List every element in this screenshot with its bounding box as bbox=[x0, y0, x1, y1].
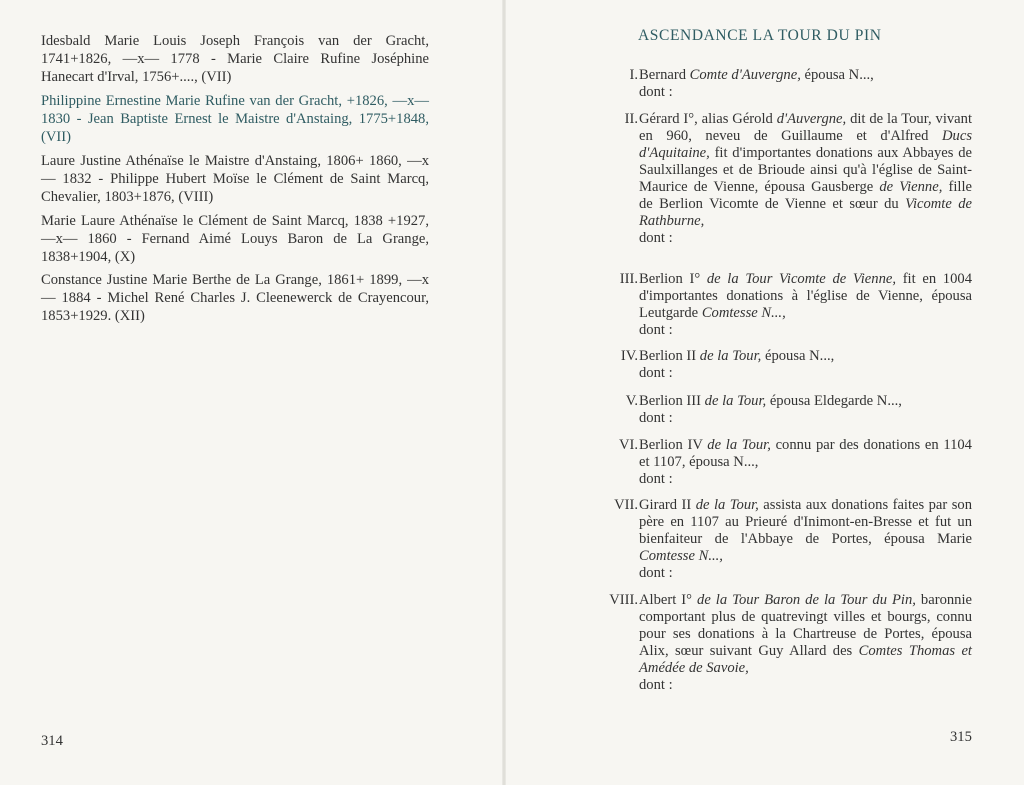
text-segment: Vicomte de Rathburne, bbox=[639, 196, 973, 229]
generation-number: III. bbox=[619, 271, 638, 287]
text-segment: de la Tour, bbox=[695, 497, 759, 513]
text-segment: de la Tour, bbox=[704, 393, 767, 409]
dont-label: dont : bbox=[639, 410, 673, 426]
dont-label: dont : bbox=[639, 230, 673, 246]
lineage-text bbox=[639, 67, 972, 101]
dont-label: dont : bbox=[639, 84, 673, 100]
text-segment: Ducs d'Aquitaine, bbox=[639, 128, 972, 161]
text-segment: Comtes Thomas et Amédée de Savoie, bbox=[639, 643, 972, 676]
text-segment: assista aux donations faites par son père en 1107 au Prieuré d'Inimont-en-Bresse et fut un bienfaiteur de l'Abbaye de Portes, épousa Marie bbox=[639, 497, 972, 547]
genealogy-entry: Laure Justine Athénaïse le Maistre d'Anstaing, 1806+ 1860, —x— 1832 - Philippe Hubert Moïse le Clément de Saint Marcq, Chevalier, 1803+1876, (VIII) bbox=[41, 153, 429, 205]
text-segment: Comtesse N..., bbox=[701, 305, 786, 321]
text-segment: Berlion II bbox=[639, 348, 700, 364]
text-segment: fille de Berlion Vicomte de Vienne et sœur du bbox=[639, 179, 972, 212]
lineage-text bbox=[639, 111, 972, 247]
dont-label: dont : bbox=[639, 677, 673, 693]
text-segment: épousa N..., bbox=[761, 348, 835, 364]
text-segment: Girard II bbox=[639, 497, 696, 513]
generation-number: VII. bbox=[614, 497, 638, 513]
lineage-text bbox=[639, 393, 972, 427]
text-segment: Comte d'Auvergne, bbox=[689, 67, 801, 83]
text-segment: Berlion IV bbox=[639, 437, 708, 453]
genealogy-entry: Idesbald Marie Louis Joseph François van der Gracht, 1741+1826, —x— 1778 - Marie Claire Rufine Joséphine Hanecart d'Irval, 1756+...., (VII) bbox=[41, 33, 429, 85]
generation-number: I. bbox=[629, 67, 638, 83]
text-segment: de la Tour, bbox=[707, 437, 771, 453]
text-segment: de la Tour Baron de la Tour du Pin, bbox=[697, 592, 916, 608]
text-segment: Gérard I°, alias Gérold bbox=[639, 111, 777, 127]
lineage-text bbox=[639, 497, 972, 582]
text-segment: dit de la Tour, vivant en 960, neveu de Guillaume et d'Alfred bbox=[639, 111, 972, 144]
dont-label: dont : bbox=[639, 365, 673, 381]
generation-number: II. bbox=[624, 111, 638, 127]
lineage-text bbox=[639, 271, 972, 339]
text-segment: Comtesse N..., bbox=[639, 548, 723, 564]
dont-label: dont : bbox=[639, 565, 673, 581]
genealogy-entry: Constance Justine Marie Berthe de La Grange, 1861+ 1899, —x— 1884 - Michel René Charles J. Cleenewerck de Crayencour, 1853+1929. (XII) bbox=[41, 272, 429, 324]
text-segment: Berlion III bbox=[639, 393, 705, 409]
text-segment: de la Tour, bbox=[699, 348, 762, 364]
text-segment: fit d'importantes donations aux Abbayes de Saulxillanges et de Brioude ainsi qu'à l'église de Saint-Maurice de Vienne, épousa Gausberge bbox=[639, 145, 972, 195]
genealogy-entry: Philippine Ernestine Marie Rufine van der Gracht, +1826, —x— 1830 - Jean Baptiste Ernest le Maistre d'Anstaing, 1775+1848, (VII) bbox=[41, 93, 429, 145]
lineage-text bbox=[639, 348, 972, 382]
generation-number: IV. bbox=[620, 348, 638, 364]
generation-number: VI. bbox=[618, 437, 638, 453]
text-segment: connu par des donations en 1104 et 1107, épousa N..., bbox=[639, 437, 972, 470]
text-segment: d'Auvergne, bbox=[776, 111, 847, 127]
dont-label: dont : bbox=[639, 471, 673, 487]
text-segment: Bernard bbox=[639, 67, 690, 83]
left-page bbox=[0, 0, 505, 785]
page-title: ASCENDANCE LA TOUR DU PIN bbox=[638, 27, 882, 44]
lineage-text bbox=[639, 437, 972, 488]
text-segment: fit en 1004 d'importantes donations à l'église de Vienne, épousa Leutgarde bbox=[639, 271, 972, 321]
genealogy-entry: Marie Laure Athénaïse le Clément de Saint Marcq, 1838 +1927, —x— 1860 - Fernand Aimé Louys Baron de La Grange, 1838+1904, (X) bbox=[41, 213, 429, 265]
page-number: 314 bbox=[41, 733, 63, 749]
text-segment: épousa Eldegarde N..., bbox=[766, 393, 902, 409]
generation-number: V. bbox=[625, 393, 638, 409]
text-segment: Berlion I° bbox=[639, 271, 707, 287]
text-segment: de la Tour Vicomte de Vienne, bbox=[706, 271, 897, 287]
text-segment: épousa N..., bbox=[800, 67, 874, 83]
text-segment: Albert I° bbox=[639, 592, 698, 608]
lineage-text bbox=[639, 592, 972, 694]
text-segment: baronnie comportant plus de quatrevingt villes et bourgs, connu pour ses donations à la Chartreuse de Portes, épousa Alix, sœur suivant Guy Allard des bbox=[639, 592, 972, 659]
page-number: 315 bbox=[950, 729, 972, 745]
dont-label: dont : bbox=[639, 322, 673, 338]
text-segment: de Vienne, bbox=[879, 179, 943, 195]
generation-number: VIII. bbox=[609, 592, 638, 608]
right-page bbox=[505, 0, 1024, 785]
